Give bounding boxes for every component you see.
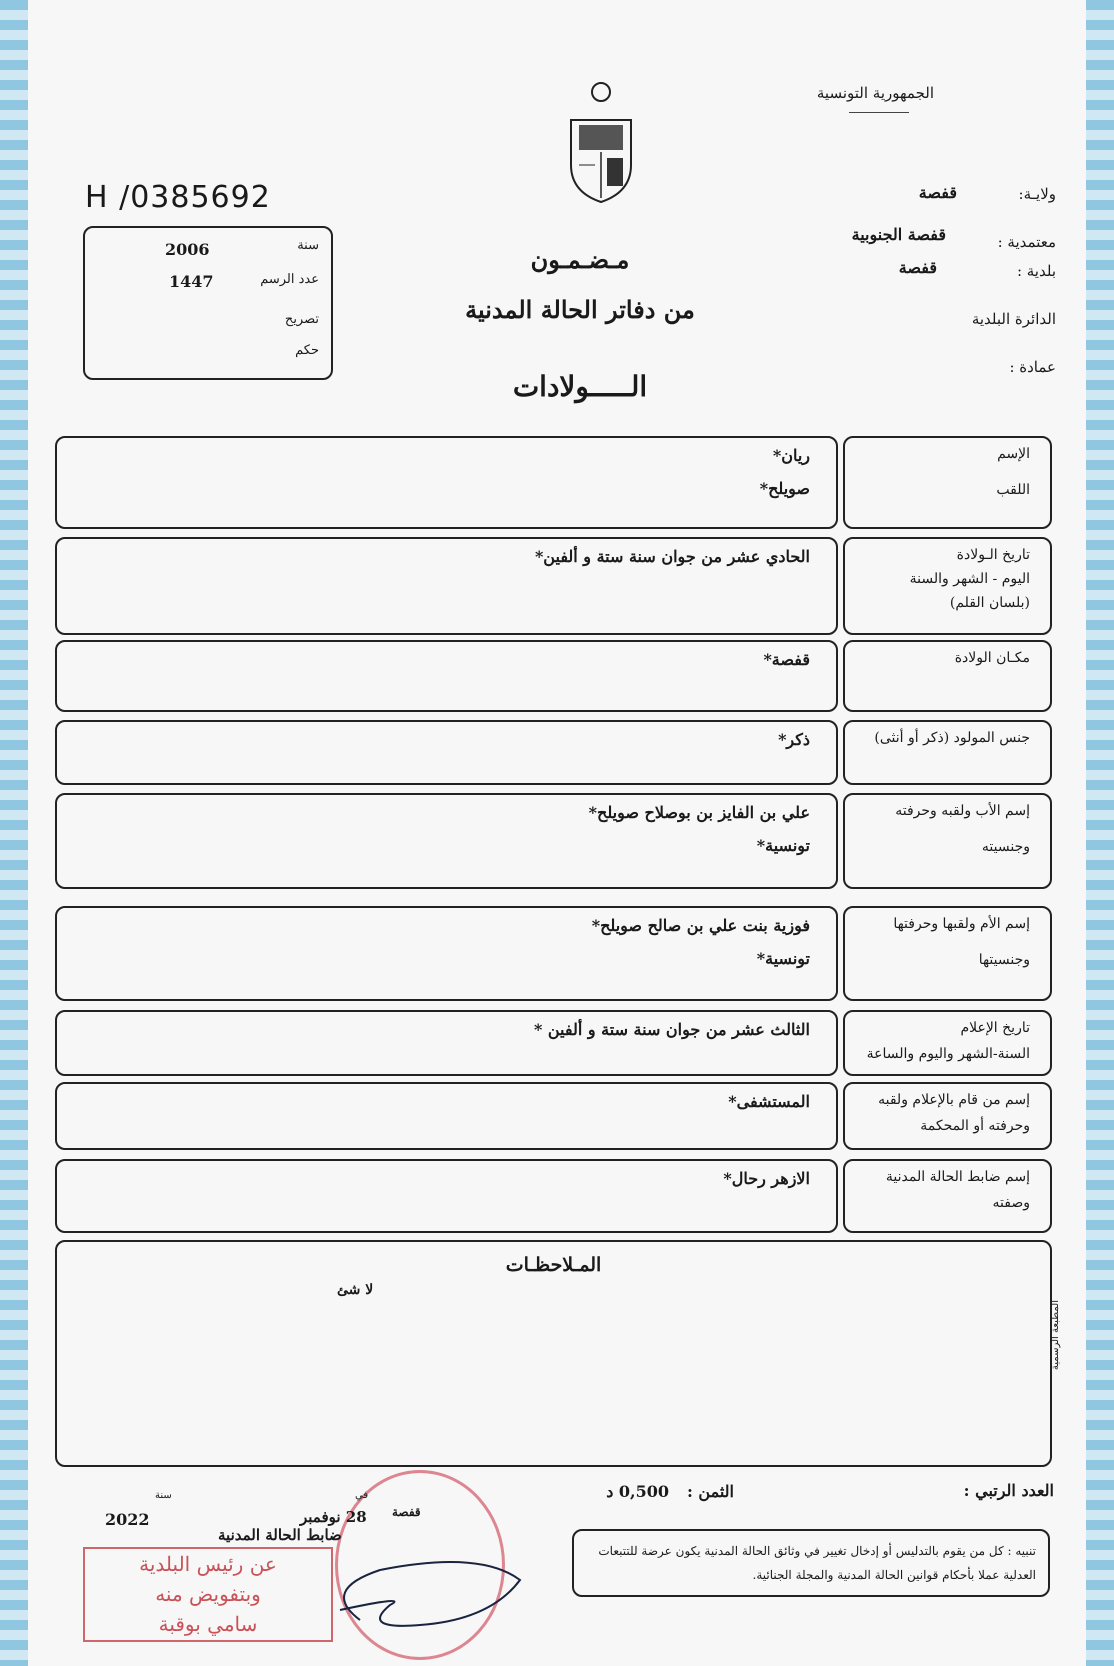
field-value: علي بن الفايز بن بوصلاح صويلح* — [588, 803, 810, 822]
field-label-box — [843, 1010, 1052, 1076]
field-label: إسم ضابط الحالة المدنية — [885, 1169, 1030, 1185]
field-label: إسم الأم ولقبها وحرفتها — [893, 916, 1030, 932]
stamp-line: عن رئيس البلدية — [139, 1552, 277, 1576]
field-label-box — [843, 1159, 1052, 1233]
officer-title: ضابط الحالة المدنية — [218, 1526, 342, 1544]
stamp-line: سامي بوقبة — [158, 1612, 258, 1636]
record-number-value: 1447 — [169, 272, 214, 291]
field-label: تاريخ الإعلام — [960, 1020, 1030, 1036]
in-label: في — [355, 1490, 369, 1501]
field-value: تونسية* — [756, 836, 810, 855]
field-label: وجنسيته — [981, 839, 1030, 855]
field-value: تونسية* — [756, 949, 810, 968]
field-value: المستشفى* — [728, 1092, 810, 1111]
field-label: وصفته — [992, 1195, 1030, 1211]
decorative-border-left — [0, 0, 28, 1666]
municipality-label: بلدية : — [1016, 262, 1056, 280]
tunisia-emblem-icon — [565, 80, 637, 205]
field-label-box — [843, 906, 1052, 1001]
year-label: سنة — [297, 238, 319, 253]
field-value: صويلح* — [759, 479, 810, 498]
field-label: إسم من قام بالإعلام ولقبه — [878, 1092, 1030, 1108]
field-value-box — [55, 1159, 838, 1233]
document-subtitle: من دفاتر الحالة المدنية — [465, 295, 695, 324]
district-label: الدائرة البلدية — [971, 310, 1056, 328]
issue-year-label: سنة — [155, 1490, 172, 1501]
field-value-box — [55, 793, 838, 889]
field-label: تاريخ الـولادة — [956, 547, 1030, 563]
field-value-box — [55, 537, 838, 635]
record-box — [83, 226, 333, 380]
serial-number: H /0385692 — [85, 180, 271, 215]
decorative-border-right — [1086, 0, 1114, 1666]
field-value-box — [55, 640, 838, 712]
signature — [300, 1550, 540, 1640]
municipality-value: قفصة — [898, 258, 937, 277]
field-value: ريان* — [772, 446, 810, 465]
field-label: الإسم — [997, 446, 1030, 462]
remarks-title: المـلاحظـات — [505, 1254, 602, 1276]
year-value: 2006 — [165, 240, 210, 259]
printer-mark: المطبعة الرسمية — [1050, 1300, 1061, 1371]
births-heading: الـــــولادات — [512, 370, 648, 403]
field-value: ذكر* — [778, 730, 810, 749]
field-value-box — [55, 1082, 838, 1150]
document-title: مـضـمـون — [530, 245, 630, 274]
field-value: الثالث عشر من جوان سنة ستة و ألفين * — [533, 1020, 810, 1039]
price-value: 0,500 د — [606, 1482, 669, 1501]
serial-label: العدد الرتبي : — [963, 1481, 1054, 1500]
delegation-value: قفصة الجنوبية — [851, 225, 946, 244]
field-label: اللقب — [996, 482, 1030, 498]
delegation-stamp — [83, 1547, 333, 1642]
field-label: السنة-الشهر واليوم والساعة — [866, 1046, 1030, 1062]
field-value-box — [55, 1010, 838, 1076]
issue-date: 28 نوفمبر — [300, 1508, 367, 1526]
field-value-box — [55, 906, 838, 1001]
field-label: اليوم - الشهر والسنة — [909, 571, 1030, 587]
field-label: وجنسيتها — [978, 952, 1030, 968]
issue-year: 2022 — [105, 1510, 150, 1529]
sector-label: عمادة : — [1009, 358, 1056, 376]
governorate-value: قفصة — [918, 183, 957, 202]
price-label: الثمن : — [686, 1482, 734, 1501]
field-label: إسم الأب ولقبه وحرفته — [895, 803, 1030, 819]
field-label-box — [843, 537, 1052, 635]
field-label: (بلسان القلم) — [949, 595, 1030, 611]
field-value: قفصة* — [763, 650, 810, 669]
field-value: فوزية بنت علي بن صالح صويلح* — [591, 916, 810, 935]
stamp-line: وبتفويض منه — [155, 1582, 261, 1606]
field-label-box — [843, 793, 1052, 889]
delegation-label: معتمدية : — [997, 233, 1056, 251]
declaration-label: تصريح — [284, 312, 319, 327]
field-label-box — [843, 1082, 1052, 1150]
issue-place: قفصة — [392, 1505, 421, 1519]
divider — [849, 112, 909, 113]
remarks-value: لا شئ — [337, 1282, 374, 1298]
field-label: جنس المولود (ذكر أو أنثى) — [874, 730, 1030, 746]
field-label: وحرفته أو المحكمة — [920, 1118, 1030, 1134]
remarks-box — [55, 1240, 1052, 1467]
republic-label: الجمهورية التونسية — [816, 84, 934, 102]
legal-notice: تنبيه : كل من يقوم بالتدليس أو إدخال تغيير في وثائق الحالة المدنية يكون عرضة للتتبعات العدلية عملا بأحكام قوانين الحالة المدنية والمجلة الجنائية. — [572, 1529, 1050, 1597]
field-label-box — [843, 640, 1052, 712]
judgment-label: حكم — [295, 343, 319, 358]
field-label-box — [843, 436, 1052, 529]
field-value: الحادي عشر من جوان سنة ستة و ألفين* — [534, 547, 810, 566]
governorate-label: ولايـة: — [1018, 185, 1056, 203]
field-value-box — [55, 720, 838, 785]
field-label-box — [843, 720, 1052, 785]
record-number-label: عدد الرسم — [260, 272, 319, 287]
field-value-box — [55, 436, 838, 529]
field-label: مكـان الولادة — [954, 650, 1030, 666]
field-value: الازهر رحال* — [723, 1169, 810, 1188]
